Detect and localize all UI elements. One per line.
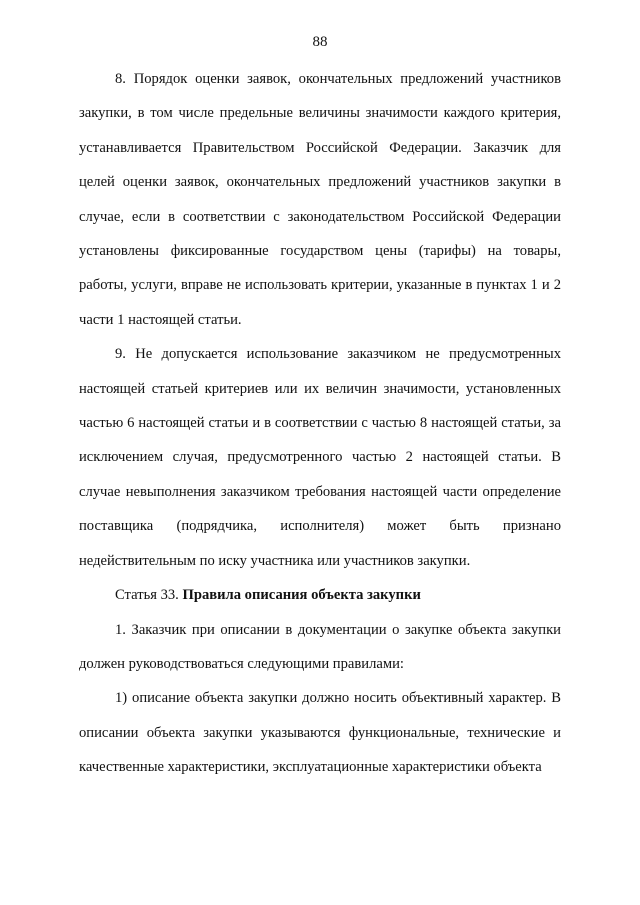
paragraph-8: 8. Порядок оценки заявок, окончательных предложений участников закупки, в том числе предельные величины значимости каждого критерия, устанавливается Правительством Российской Федерации. Заказчик для целей оценки заявок, окончательных предложений участников закупки в случае, если в соответствии с законодательством Российской Федерации установлены фиксированные государством цены (тарифы) на товары, работы, услуги, вправе не использовать критерии, указанные в пунктах 1 и 2 части 1 настоящей статьи.	[79, 71, 561, 328]
article-title: Правила описания объекта закупки	[182, 587, 421, 604]
article-heading	[79, 578, 561, 612]
page-number: 88	[312, 34, 328, 50]
paragraph-9: 9. Не допускается использование заказчиком не предусмотренных настоящей статьей критериев или их величин значимости, установленных частью 6 настоящей статьи и в соответствии с частью 8 настоящей статьи, за исключением случая, предусмотренного частью 2 настоящей статьи. В случае невыполнения заказчиком требования настоящей части определение поставщика (подрядчика, исполнителя) может быть признано недействительным по иску участника или участников закупки.	[79, 346, 561, 569]
paragraph-1: 1. Заказчик при описании в документации о закупке объекта закупки должен руководствоваться следующими правилами:	[79, 621, 561, 672]
subparagraph-1: 1) описание объекта закупки должно носить объективный характер. В описании объекта закупки указываются функциональные, технические и качественные характеристики, эксплуатационные характеристики объекта	[79, 690, 561, 776]
article-number: Статья 33.	[115, 587, 183, 604]
document-body	[79, 62, 561, 785]
